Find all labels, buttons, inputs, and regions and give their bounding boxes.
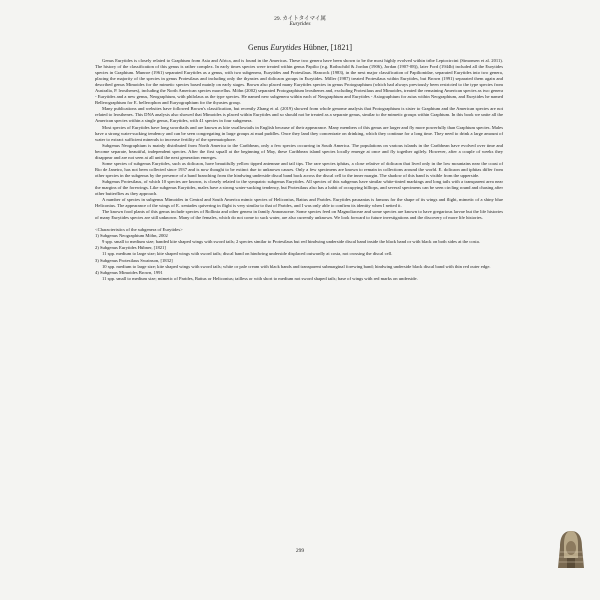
page-number: 299 bbox=[295, 548, 305, 554]
subgenus-description: 10 spp. medium to large size; kite shaped wings with sword tails; white or pale cream with black bands and transparent submarginal forewing band; hindwing underside black discal band with thin red outer edge. bbox=[102, 263, 491, 269]
body-text bbox=[95, 58, 503, 282]
subgenus-description: 11 spp. medium to large size; kite shaped wings with sword tails; discal band on hindwing underside displaced outwardly at costa, not crossing the discal cell. bbox=[102, 251, 393, 257]
genus-heading bbox=[0, 43, 600, 52]
paragraph-classification: Many publications and websites have followed Brown's classification, but recently Zhang et al. (2019) showed from whole genome analysis that Protographium is sister to Graphium and the American species are not related to leosthenes. This DNA analysis also showed that Mimoides is placed within Eurytides and so should not be treated as a separate genus, similar to the mimetic groups within Graphium. In this book we unite all the American species within a single genus, Eurytides, with 41 species in four subgenera. bbox=[95, 106, 503, 124]
paragraph-intro: Genus Eurytides is closely related to Graphium from Asia and Africa, and is found in the Americas. These two genera have been shown to be the most highly evolved within tribe Leptocircini (Simonsen et al. 2011). The history of the classification of this genus is rather complex. In early times species were treated within genus Papilio (e.g. Rothschild & Jordan (1906), Jordan (1907-08)), later Ford (1944b) included all the Eurytides species in Graphium. Munroe (1961) separated Eurytides as a genus, with two subgenera, Eurytides and Protesilaus. Hancock (1983), in the next major classification of Papilionidae, separated Eurytides into two genera, placing the majority of the species in genus Protesilaus and including only the thyastes and dolicaon groups in Eurytides. Miller (1987) treated Protesilaus within Eurytides, but Brown (1991) separated them again and described genus Mimoides for the mimetic species based mainly on early stages. Brown also placed many Eurytides species in genus Protographium (which had always previously been restricted to the type species from Australia, P. leosthenes), including the North American species marcellus. Möhn (2002) separated Protographium leosthenes and, excluding Protesilaus and Mimoides, treated the remaining American species as two genera - Eurytides and a new genus, Neographium, with philolaus as the type species. He named new subgenera within each of Neographium and Eurytides - Asiographium for asius within Neographium, and Eurytides he named Bellerographium for E. bellerophon and Euryographium for the thyastes group. bbox=[95, 58, 503, 106]
pharaoh-logo-icon bbox=[556, 528, 586, 574]
subgenus-title: 1) Subgenus Neographium Möhn, 2002 bbox=[95, 233, 168, 239]
heading-prefix: Genus bbox=[247, 43, 271, 52]
paragraph-appearance: Most species of Eurytides have long swordtails and are known as kite swallowtails in English because of their appearance. Many members of this genus are larger and fly more powerfully than Graphium species. Males have a strong water-sucking tendency and can be seen congregating in large groups at mud puddles. Once they land they concentrate on drinking, which they continue for a long time. They need to drink a large amount of water to extract sufficient minerals to increase fertility of the spermatophore. bbox=[95, 124, 503, 142]
running-header-genus: Eurytides bbox=[289, 21, 311, 27]
paragraph-neographium: Subgenus Neographium is mainly distributed from North America to the Caribbean, only a few species occurring in South America. The populations on various islands in the Caribbean have evolved over time and become separate, beautiful, independent species. After the first squall at the beginning of May, these Caribbean island species locally emerge at once and fly together agilely. However, after a couple of weeks they disappear and are not seen at all until the next generation emerges. bbox=[95, 142, 503, 160]
paragraph-protesilaus: Subgenus Protesilaus, of which 10 species are known, is closely related to the sympatric subgenus Eurytides. All species of this subgenus have similar white-tinted markings and long tails with a transparent area near the margins of the forewings. Like subgenus Eurytides, males have a strong water-sucking tendency, but Protesilaus also has a habit of occupying hilltops, and several specimens can be seen circling round and chasing after other butterflies as they approach. bbox=[95, 178, 503, 197]
subgenus-title: 3) Subgenus Protesilaus Swainson, [1832] bbox=[95, 257, 173, 263]
heading-genus-name: Eurytides bbox=[270, 43, 302, 52]
subgenus-description: 11 spp. small to medium size; mimetic of Parides, Battus or Heliconius; tailless or with short to medium not sword shaped tails; base of wings with red marks on underside. bbox=[102, 275, 418, 281]
paragraph-food-plants: The known food plants of this genus include species of Rollinia and other genera in family Annonaceae. Some species feed on Magnoliaceae and some species are known to have gregarious larvae but the life histories of many Eurytides species are still unknown. Many of the females, which do not come to suck water, are also currently unknown. We look forward to future investigations and the discovery of more life histories. bbox=[95, 209, 503, 221]
paragraph-eurytides: Some species of subgenus Eurytides, such as dolicaon, have beautifully yellow tipped antennae and tail tips. The rare species iphitas, a close relative of dolicaon that lived only in the low mountains near the coast of Rio de Janeiro, has not been collected since 1937 and is now thought to be extinct due to unknown causes. Only a few specimens are known to remain in collections around the world. E. dolicaon and iphitas differ from other species in the subgenus by the presence of a band branching from the hindwing underside discal band back across the discal cell to the inner margin. The shadow of this band is visible from the upperside. bbox=[95, 160, 503, 178]
paragraph-mimoides: A number of species in subgenus Mimoides in Central and South America mimic species of Heliconius, Battus and Parides. Eurytides pausanias is famous for the shape of its wings and flight, mimetic of a shiny blue Heliconius. The appearance of the wings of E. xeniades quivering in flight is very similar to that of Parides, and I was only able to confirm its identity when I netted it. bbox=[95, 197, 503, 209]
characteristics-heading: <Characteristics of the subgenera of Eurytides> bbox=[95, 227, 183, 233]
subgenus-title: 2) Subgenus Eurytides Hübner, [1821] bbox=[95, 245, 166, 251]
running-header-japanese: 29. カイトタイマイ属 bbox=[274, 16, 326, 22]
heading-authority: Hübner, [1821] bbox=[301, 43, 353, 52]
subgenus-title: 4) Subgenus Mimoides Brown, 1991 bbox=[95, 269, 163, 275]
subgenus-description: 9 spp. small to medium size; banded kite shaped wings with sword tails; 2 species similar to Protesilaus but red hindwing underside discal band inside the black band or with black on both sides at the costa. bbox=[102, 239, 480, 245]
